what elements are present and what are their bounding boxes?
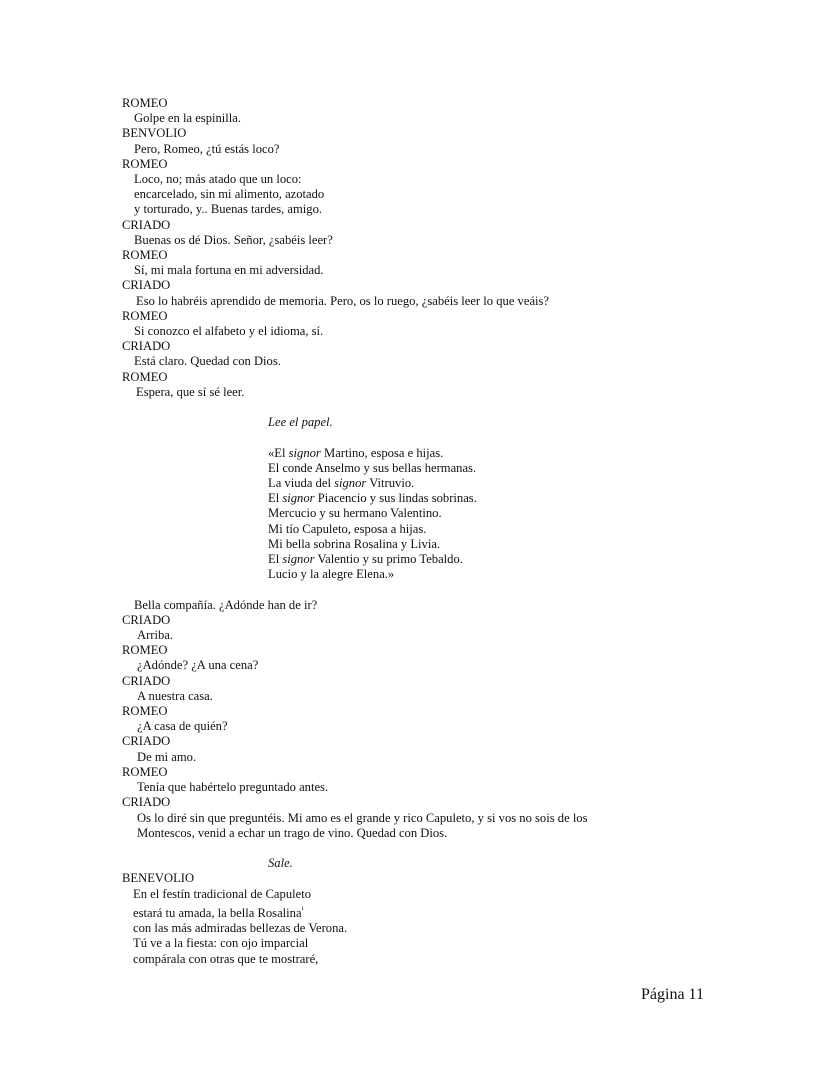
dialogue-line: De mi amo. — [137, 749, 197, 764]
speaker-name: CRIADO — [122, 217, 171, 232]
speaker-name: CRIADO — [122, 339, 171, 354]
letter-line: Mi tío Capuleto, esposa a hijas. — [268, 521, 427, 536]
letter-text: Valentio y su primo Tebaldo. — [314, 552, 463, 567]
letter-italic: signor — [282, 491, 315, 506]
dialogue-line: A nuestra casa. — [137, 688, 213, 703]
dialogue-line: Sí, mi mala fortuna en mi adversidad. — [134, 263, 324, 278]
speaker-name: CRIADO — [122, 673, 171, 688]
dialogue-line: Buenas os dé Dios. Señor, ¿sabéis leer? — [134, 232, 333, 247]
blank-line — [122, 582, 722, 597]
speaker-name: ROMEO — [122, 764, 168, 779]
dialogue-line: Eso lo habréis aprendido de memoria. Pero, os lo ruego, ¿sabéis leer lo que veáis? — [136, 293, 550, 308]
letter-text: El — [268, 491, 283, 506]
speaker-name: CRIADO — [122, 278, 171, 293]
dialogue-line: Os lo diré sin que preguntéis. Mi amo es el grande y rico Capuleto, y si vos no sois de los — [137, 810, 588, 825]
speaker-name: CRIADO — [122, 734, 171, 749]
dialogue-line: Bella compañía. ¿Adónde han de ir? — [134, 597, 318, 612]
letter-italic: signor — [288, 445, 321, 460]
dialogue-line: con las más admiradas bellezas de Verona. — [133, 921, 348, 936]
speaker-name: CRIADO — [122, 795, 171, 810]
dialogue-line: y torturado, y.. Buenas tardes, amigo. — [134, 202, 323, 217]
dialogue-line: ¿Adónde? ¿A una cena? — [137, 658, 259, 673]
letter-text: El — [268, 552, 283, 567]
letter-text: «El — [268, 445, 289, 460]
dialogue-text: estará tu amada, la bella Rosalina — [133, 905, 302, 920]
speaker-name: BENVOLIO — [122, 126, 187, 141]
letter-text: Martino, esposa e hijas. — [320, 445, 444, 460]
speaker-name: BENEVOLIO — [122, 871, 195, 886]
dialogue-line: Espera, que sí sé leer. — [136, 384, 245, 399]
dialogue-line — [122, 902, 722, 921]
dialogue-line: encarcelado, sin mi alimento, azotado — [134, 187, 325, 202]
letter-line: El conde Anselmo y sus bellas hermanas. — [268, 460, 477, 475]
speaker-name: ROMEO — [122, 643, 168, 658]
blank-line — [122, 841, 722, 856]
speaker-name: ROMEO — [122, 369, 168, 384]
dialogue-line: Pero, Romeo, ¿tú estás loco? — [134, 141, 280, 156]
play-text — [122, 96, 722, 967]
dialogue-line: compárala con otras que te mostraré, — [133, 951, 319, 966]
dialogue-line: Arriba. — [137, 628, 174, 643]
speaker-name: ROMEO — [122, 156, 168, 171]
letter-line — [122, 446, 722, 461]
letter-line: Mi bella sobrina Rosalina y Livia. — [268, 536, 441, 551]
dialogue-line: En el festín tradicional de Capuleto — [133, 886, 312, 901]
dialogue-line: Si conozco el alfabeto y el idioma, sí. — [134, 324, 324, 339]
speaker-name: ROMEO — [122, 96, 168, 110]
speaker-name: ROMEO — [122, 308, 168, 323]
dialogue-line: Tenía que habértelo preguntado antes. — [137, 780, 329, 795]
letter-line — [122, 491, 722, 506]
letter-text: Piacencio y sus lindas sobrinas. — [314, 491, 477, 506]
letter-line — [122, 476, 722, 491]
dialogue-line: Montescos, venid a echar un trago de vino. Quedad con Dios. — [137, 825, 448, 840]
letter-line: Lucio y la alegre Elena.» — [268, 567, 395, 582]
letter-line — [122, 552, 722, 567]
letter-italic: signor — [334, 476, 367, 491]
letter-text: Vitruvio. — [366, 476, 415, 491]
dialogue-line: Está claro. Quedad con Dios. — [134, 354, 281, 369]
dialogue-line: Tú ve a la fiesta: con ojo imparcial — [133, 936, 309, 951]
stage-direction: Lee el papel. — [268, 415, 333, 430]
page-number: Página 11 — [641, 986, 704, 1003]
dialogue-line: Loco, no; más atado que un loco: — [134, 172, 302, 187]
blank-line — [122, 430, 722, 445]
footnote-mark: ¹ — [301, 904, 304, 914]
blank-line — [122, 400, 722, 415]
speaker-name: ROMEO — [122, 248, 168, 263]
speaker-name: ROMEO — [122, 704, 168, 719]
letter-text: La viuda del — [268, 476, 335, 491]
stage-direction: Sale. — [268, 856, 293, 871]
dialogue-line: ¿A casa de quién? — [137, 719, 228, 734]
letter-italic: signor — [282, 552, 315, 567]
letter-line: Mercucio y su hermano Valentino. — [268, 506, 442, 521]
dialogue-line: Golpe en la espinilla. — [134, 111, 242, 126]
speaker-name: CRIADO — [122, 612, 171, 627]
